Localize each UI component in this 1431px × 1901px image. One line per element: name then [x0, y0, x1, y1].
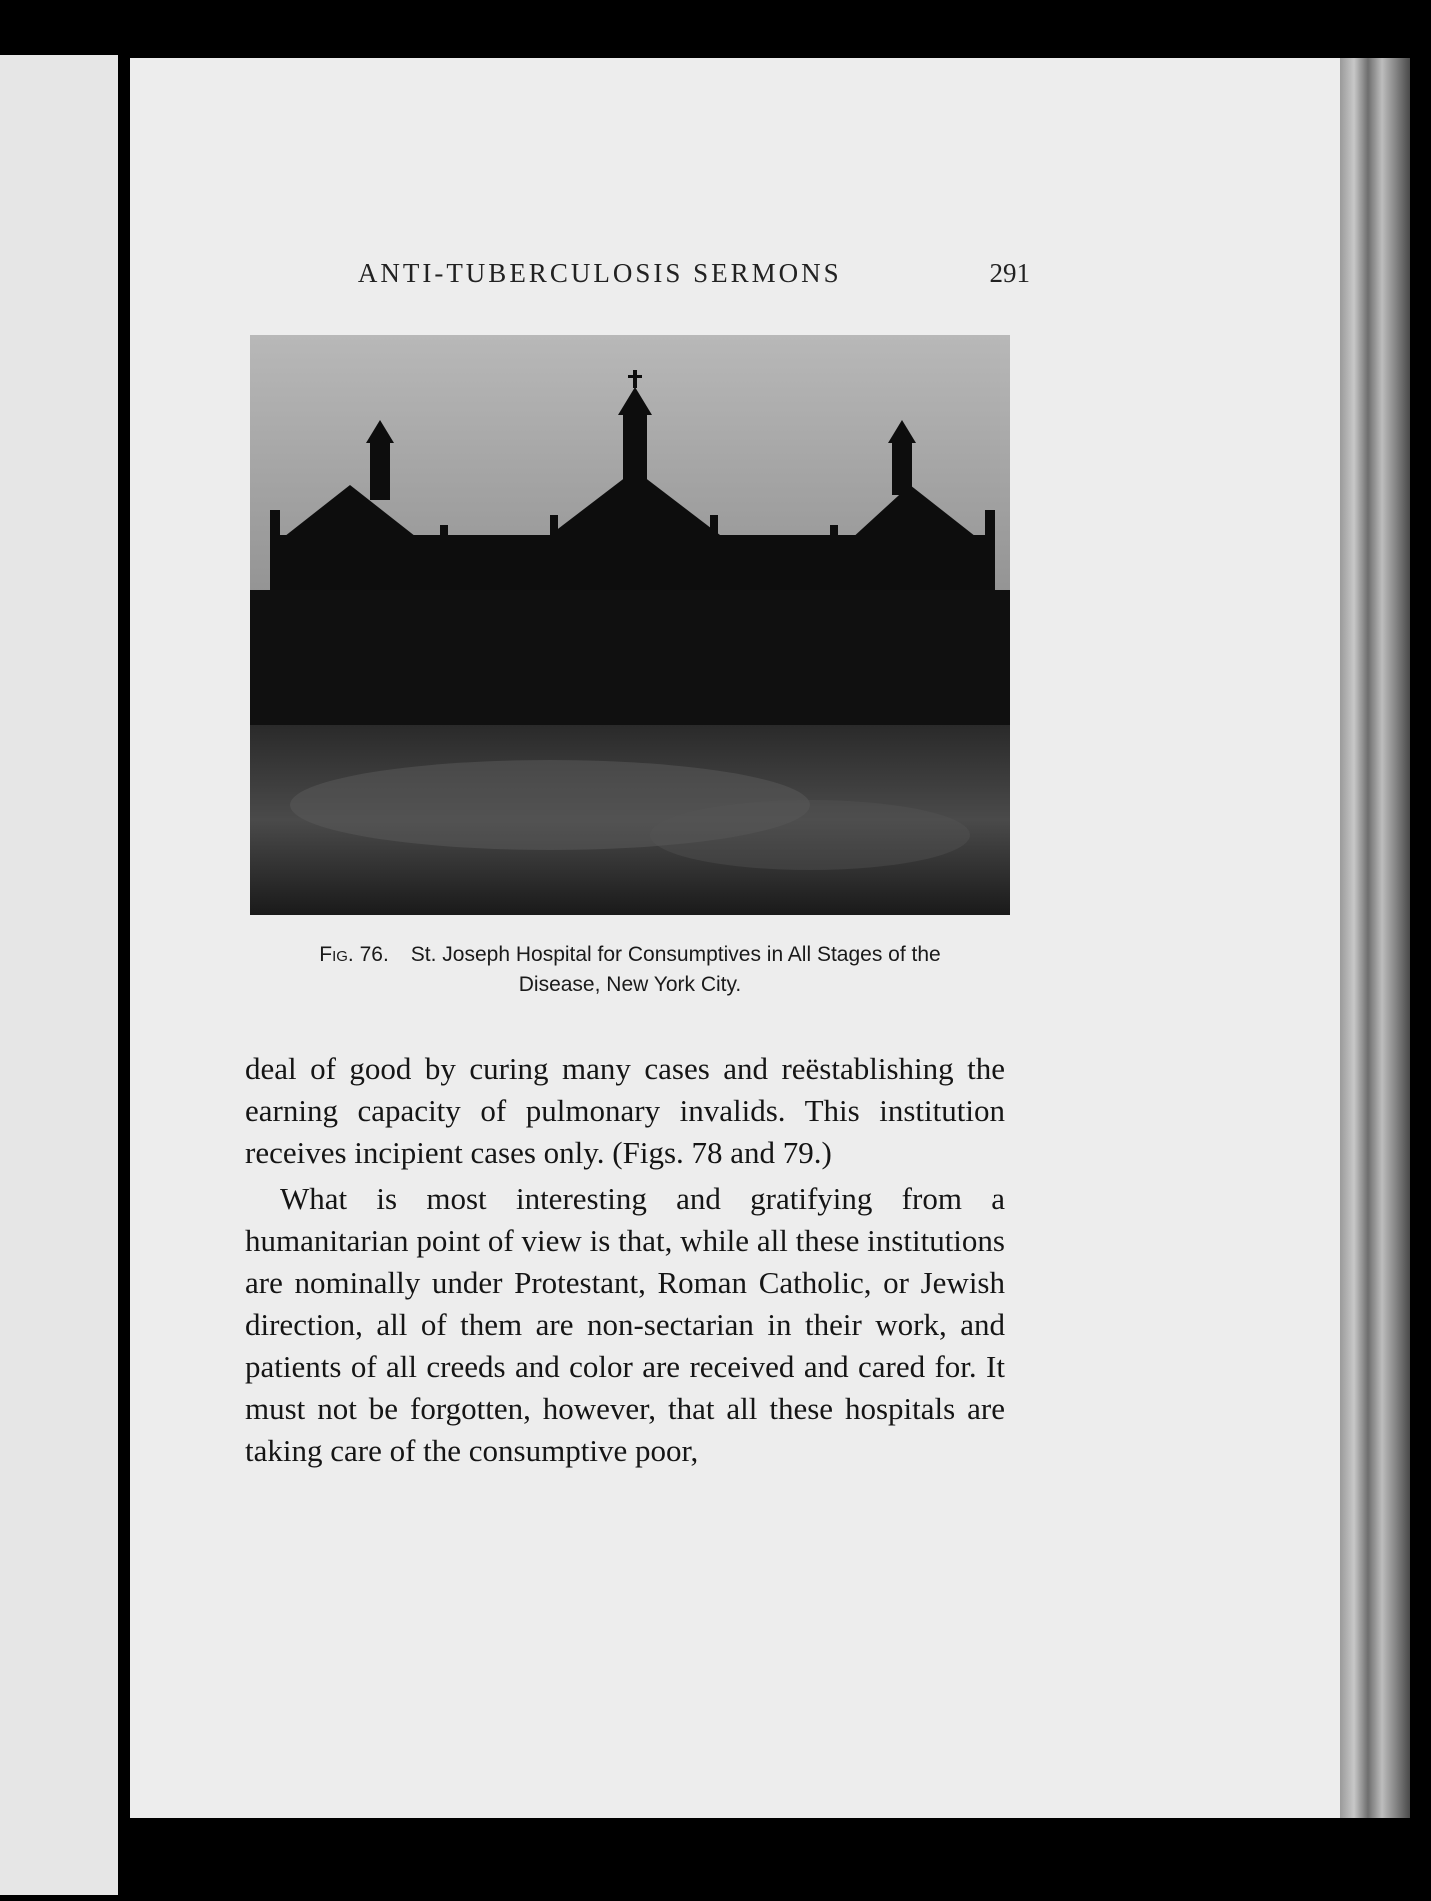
book-spine — [118, 50, 130, 1900]
paragraph-1: deal of good by curing many cases and reëstablishing the earning capacity of pulmonary invalids. This institution receives incipient cases only. (Figs. 78 and 79.) — [245, 1051, 1005, 1170]
figure-label: Fig. 76. — [319, 943, 389, 966]
page-number: 291 — [989, 258, 1030, 288]
caption-line-2: Disease, New York City. — [518, 973, 742, 996]
scan-border — [130, 1818, 1410, 1901]
hospital-photograph — [250, 335, 1010, 915]
running-head — [250, 258, 1030, 289]
hospital-photo-image — [250, 335, 1010, 915]
page-stack-edge — [1340, 58, 1410, 1818]
book-page — [130, 58, 1340, 1818]
running-title: ANTI-TUBERCULOSIS SERMONS — [357, 258, 842, 288]
paragraph-2: What is most interesting and gratifying from a humanitarian point of view is that, while all these institutions are nominally under Protestant, Roman Catholic, or Jewish direction, all of them are non-sectarian in their work, and patients of all creeds and color are received and cared for. It must not be forgotten, however, that all these hospitals are taking care of the consumptive poor, — [245, 1181, 1005, 1468]
figure-caption — [250, 940, 1010, 1000]
left-page-edge — [0, 55, 120, 1895]
body-text — [245, 1048, 1005, 1472]
caption-line-1: St. Joseph Hospital for Consumptives in All Stages of the — [410, 943, 941, 966]
